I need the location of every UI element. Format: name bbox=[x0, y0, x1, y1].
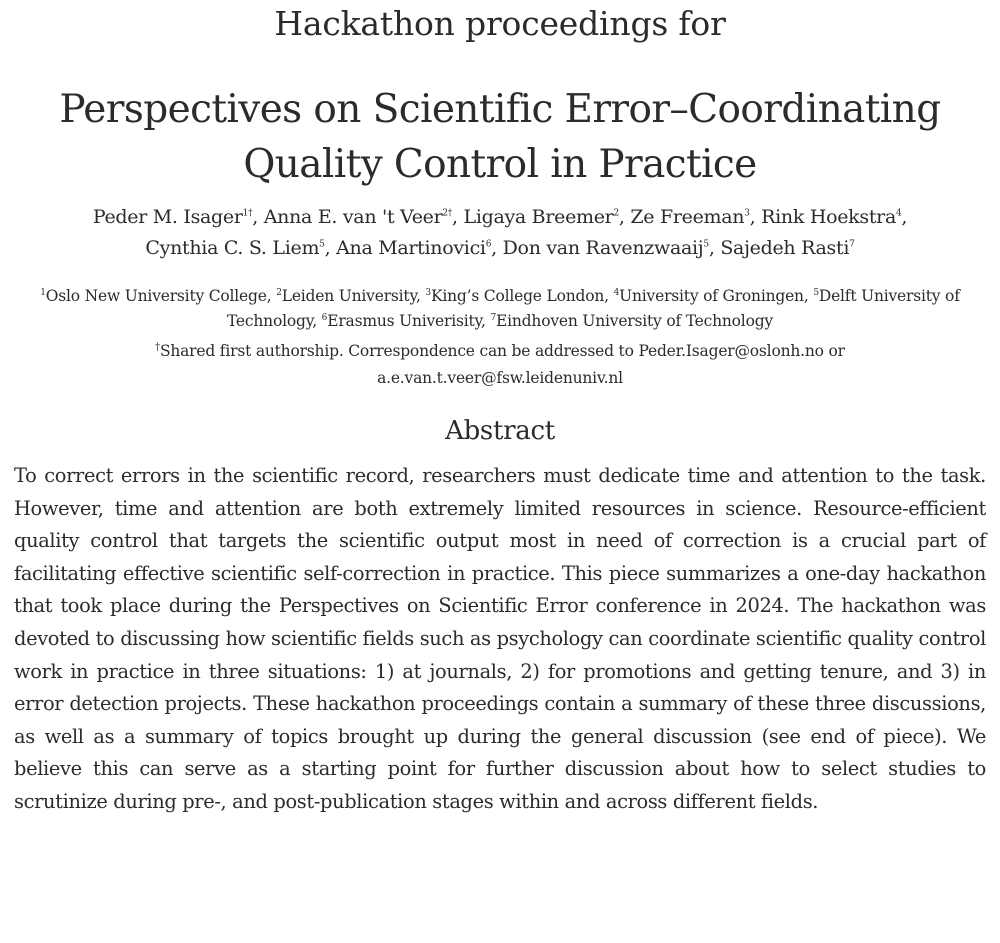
author: Anna E. van 't Veer$^{2\dagger}$, bbox=[263, 206, 464, 228]
paper-title-line-2: Quality Control in Practice bbox=[243, 142, 757, 187]
author: Sajedeh Rasti$^7$ bbox=[720, 237, 855, 259]
author: Ana Martinovici$^6$, bbox=[336, 237, 503, 259]
author-line-2 bbox=[14, 233, 986, 264]
correspondence-note bbox=[14, 338, 986, 392]
affiliation: $^4$University of Groningen, bbox=[613, 287, 814, 305]
affiliation: $^6$Erasmus Univerisity, bbox=[321, 312, 491, 330]
correspondence-email: a.e.van.t.veer@fsw.leidenuniv.nl bbox=[377, 369, 623, 387]
author-line-1 bbox=[14, 202, 986, 233]
author: Ligaya Breemer$^2$, bbox=[463, 206, 631, 228]
paper-page bbox=[0, 4, 1000, 943]
affiliation: $^7$Eindhoven University of Technology bbox=[490, 312, 773, 330]
author: Don van Ravenzwaaij$^5$, bbox=[502, 237, 721, 259]
affiliation: $^1$Oslo New University College, bbox=[40, 287, 277, 305]
abstract-heading: Abstract bbox=[445, 416, 555, 446]
author: Rink Hoekstra$^4$, bbox=[761, 206, 908, 228]
correspondence-line-1: †Shared first authorship. Correspondence can be addressed to Peder.Isager@oslonh.no or bbox=[155, 341, 845, 360]
affiliation-list bbox=[14, 284, 986, 334]
paper-title bbox=[14, 82, 986, 192]
author: Ze Freeman$^3$, bbox=[630, 206, 762, 228]
affiliation: $^5$Delft University of Technology, bbox=[227, 287, 960, 330]
abstract-body: To correct errors in the scientific record, researchers must dedicate time and attention to the task. However, time and attention are both extremely limited resources in science. Resource-efficient quality control that targets the scientific output most in need of correction is a crucial part of facilitating effective scientific self-correction in practice. This piece summarizes a one-day hackathon that took place during the Perspectives on Scientific Error conference in 2024. The hackathon was devoted to discussing how scientific fields such as psychology can coordinate scientific quality control work in practice in three situations: 1) at journals, 2) for promotions and getting tenure, and 3) in error detection projects. These hackathon proceedings contain a summary of these three discussions, as well as a summary of topics brought up during the general discussion (see end of piece). We believe this can serve as a starting point for further discussion about how to select studies to scrutinize during pre-, and post-publication stages within and across different fields. bbox=[14, 464, 986, 813]
affiliation: $^2$Leiden University, bbox=[276, 287, 426, 305]
affiliation: $^3$King’s College London, bbox=[425, 287, 614, 305]
author: Peder M. Isager$^{1\dagger}$, bbox=[92, 206, 264, 228]
author-list bbox=[14, 202, 986, 264]
paper-title-line-1: Perspectives on Scientific Error–Coordinating bbox=[59, 87, 941, 132]
proceedings-kicker: Hackathon proceedings for bbox=[274, 4, 726, 43]
author: Cynthia C. S. Liem$^5$, bbox=[145, 237, 337, 259]
